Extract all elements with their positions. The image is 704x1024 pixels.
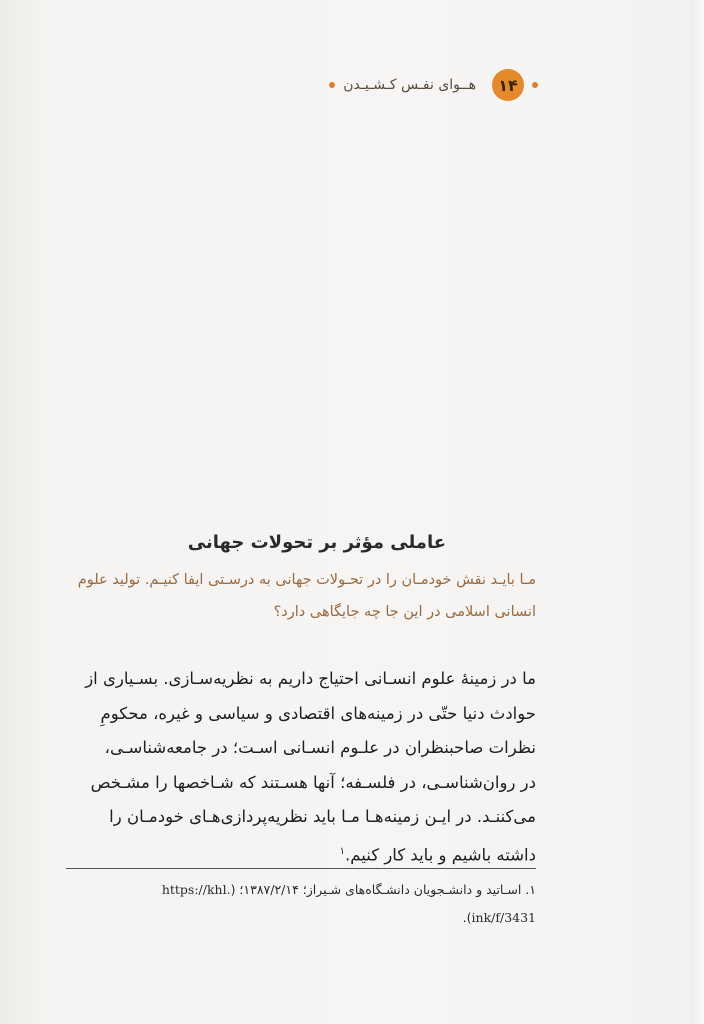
body-line: ما در زمینهٔ علوم انسـانی احتیاج داریم به نظریه‌سـازی. بسـیاری از [85, 669, 536, 688]
lead-line: مـا بایـد نقش خودمـان را در تحـولات جهانی به درسـتی ایفا کنیـم. تولید علوم [77, 572, 536, 588]
body-line-text: داشته باشیم و باید کار کنیم. [345, 845, 536, 864]
lead-question [77, 564, 536, 628]
footnote-line-1 [100, 876, 536, 904]
footnote-divider [66, 868, 536, 869]
section-heading [187, 522, 466, 562]
book-title: هــوای نفـس کـشـیـدن [343, 77, 476, 93]
body-line-last [66, 835, 536, 873]
footnote-line-2 [100, 904, 536, 932]
footnote-reference[interactable]: ۱ [339, 845, 346, 857]
page-number: ۱۴ [492, 69, 524, 101]
footnote-url-part1[interactable]: https://khl. [161, 882, 231, 897]
body-paragraph [66, 662, 536, 873]
page-edge [690, 0, 704, 1024]
body-line: حوادث دنیا حتّی در زمینه‌های اقتصادی و سیاسی و غیره، محکومِ [100, 703, 536, 723]
body-line: نظرات صاحبنظران در علـوم انسـانی اسـت؛ در جامعه‌شناسـی، [104, 738, 536, 757]
footnote-closing: ). [462, 910, 472, 925]
section-title: عاملی مؤثر بر تحولات جهانی [187, 531, 446, 553]
body-line: در روان‌شناسـی، در فلسـفه؛ آنها هسـتند که شـاخصها را مشـخص [90, 772, 536, 792]
footnote-url-part2[interactable]: ink/f/3431 [471, 910, 536, 925]
header-dot-icon [532, 82, 538, 88]
body-line: می‌کننـد. در ایـن زمینه‌هـا مـا باید نظریه‌پردازی‌هـای خودمـان را [109, 807, 536, 826]
footnote [100, 876, 536, 932]
footnote-text: ۱. اسـاتید و دانشـجویان دانشـگاه‌های شـیراز؛ ۱۳۸۷/۲/۱۴؛ ( [230, 882, 536, 897]
running-header [329, 68, 538, 102]
lead-line: انسانی اسلامی در این جا چه جایگاهی دارد؟ [273, 604, 536, 620]
header-dot-icon [329, 82, 335, 88]
